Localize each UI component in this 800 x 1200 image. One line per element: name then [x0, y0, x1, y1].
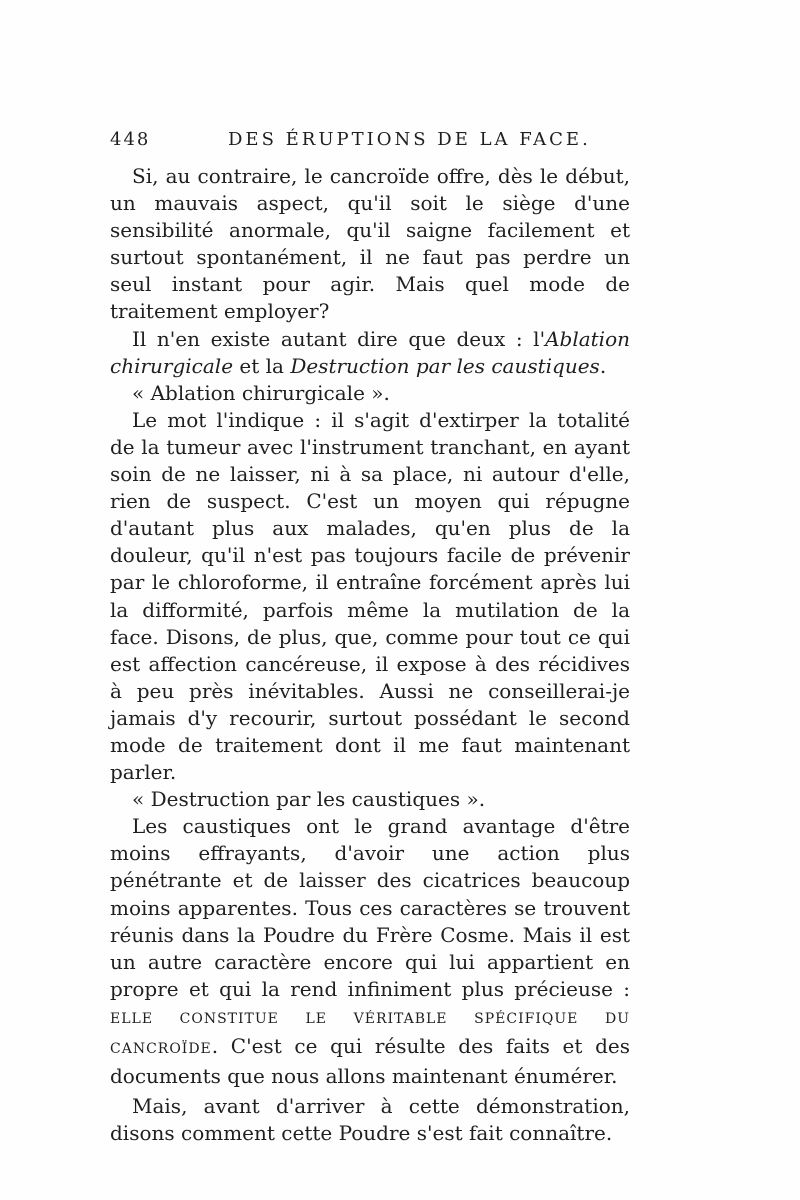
paragraph-1: Si, au contraire, le cancroïde offre, dès le début, un mauvais aspect, qu'il soit le siège d'une sensibilité anormale, qu'il saigne facilement et surtout spontanément, il ne faut pas perdre un seul instant pour agir. Mais quel mode de traitement employer? [110, 164, 630, 324]
paragraph-6 [110, 813, 630, 1090]
destruction-caustiques-italic: Destruction par les caustiques [290, 353, 600, 378]
paragraph-7: Mais, avant d'arriver à cette démonstration, disons comment cette Poudre s'est fait connaître. [110, 1094, 630, 1146]
paragraph-2-end: . [599, 353, 607, 378]
paragraph-6-start: Les caustiques ont le grand avantage d'être moins effrayants, d'avoir une action plus pénétrante et de laisser des cicatrices beaucoup moins apparentes. Tous ces caractères se trouvent réunis dans la Poudre du Frère Cosme. Mais il est un autre caractère encore qui lui appartient en propre et qui la rend infiniment plus précieuse : [110, 814, 630, 1001]
specifique-small-caps: ELLE CONSTITUE LE VÉRITABLE SPÉCIFIQUE DU CANCROÏDE [110, 1010, 630, 1057]
paragraph-2 [110, 326, 630, 380]
section-heading-ablation: « Ablation chirurgicale ». [132, 380, 390, 405]
running-title: DES ÉRUPTIONS DE LA FACE. [228, 129, 591, 150]
page-header [110, 129, 670, 153]
ablation-chirurgicale-italic: Ablation chirurgicale [110, 326, 630, 378]
paragraph-2-mid: et la [233, 353, 291, 378]
paragraph-6-end: . C'est ce qui résulte des faits et des documents que nous allons maintenant énumérer. [110, 1034, 630, 1089]
body-text [110, 163, 630, 1147]
paragraph-2-start: Il n'en existe autant dire que deux : l' [132, 326, 546, 351]
page-number: 448 [110, 129, 151, 150]
paragraph-4: Le mot l'indique : il s'agit d'extirper la totalité de la tumeur avec l'instrument tranchant, en ayant soin de ne laisser, ni à sa place, ni autour d'elle, rien de suspect. C'est un moyen qui répugne d'autant plus aux malades, qu'en plus de la douleur, qu'il n'est pas toujours facile de prévenir par le chloroforme, il entraîne forcément après lui la difformité, parfois même la mutilation de la face. Disons, de plus, que, comme pour tout ce qui est affection cancéreuse, il expose à des récidives à peu près inévitables. Aussi ne conseillerai-je jamais d'y recourir, surtout possédant le second mode de traitement dont il me faut maintenant parler. [110, 407, 630, 785]
section-heading-destruction: « Destruction par les caustiques ». [132, 787, 486, 812]
